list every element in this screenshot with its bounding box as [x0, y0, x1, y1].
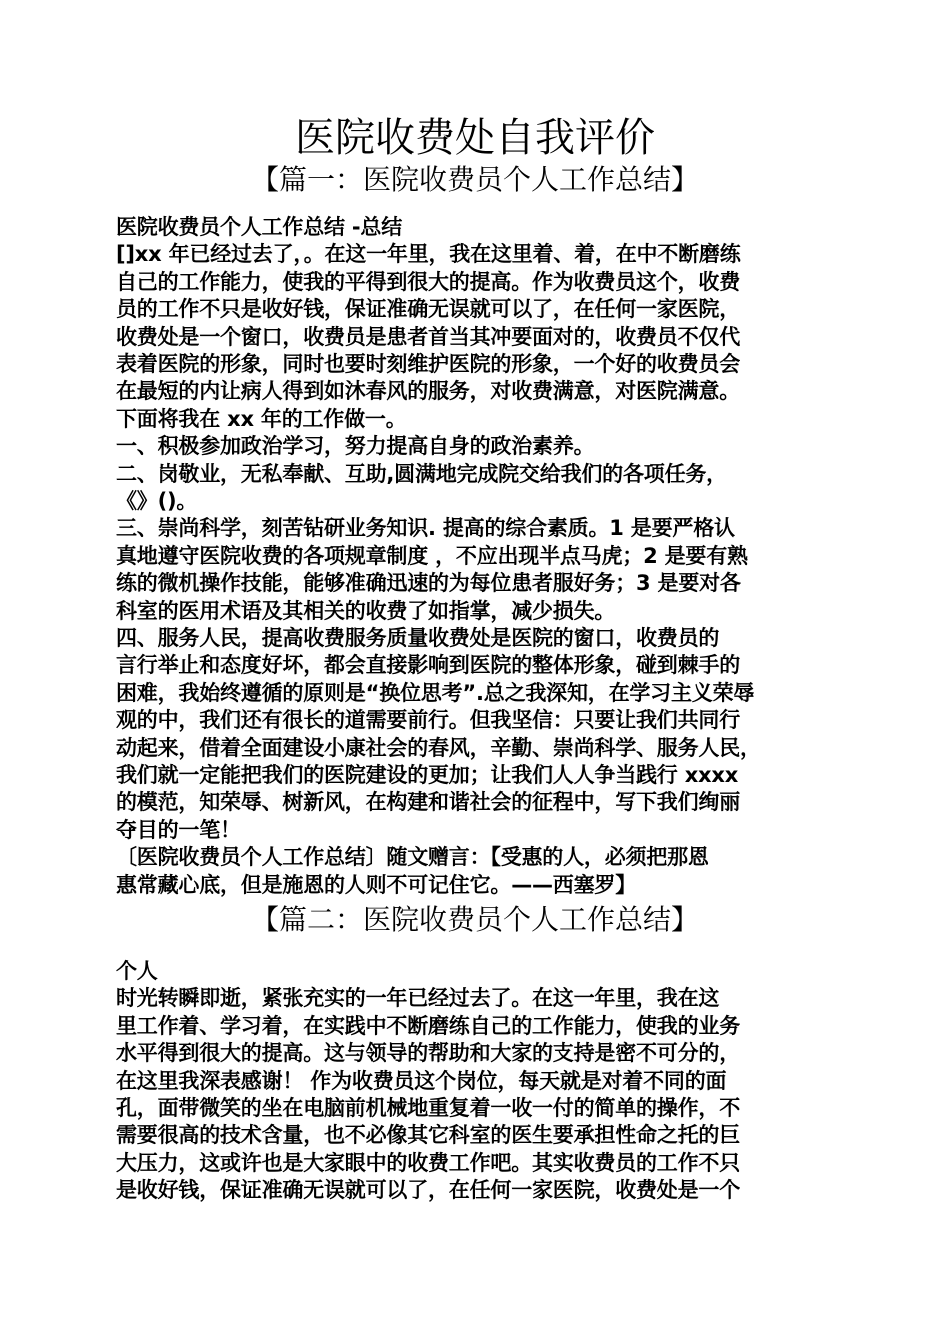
text-line: 是收好钱，保证准确无误就可以了，在任何一家医院，收费处是一个	[116, 1178, 740, 1203]
text-line: 一、积极参加政治学习，努力提高自身的政治素养。	[116, 434, 595, 459]
text-line: 大压力，这或许也是大家眼中的收费工作吧。其实收费员的工作不只	[116, 1150, 740, 1175]
text-line: 三、崇尚科学，刻苦钻研业务知识. 提高的综合素质。1 是要严格认	[116, 516, 735, 541]
text-line: 《》()。	[116, 489, 198, 513]
text-line: 动起来，借着全面建设小康社会的春风，辛勤、崇尚科学、服务人民，	[116, 735, 761, 760]
text-line: 自己的工作能力，使我的平得到很大的提高。作为收费员这个，收费	[116, 269, 740, 294]
text-line: 在这里我深表感谢！ 作为收费员这个岗位，每天就是对着不同的面	[116, 1068, 727, 1093]
section-heading-1: 【篇一：医院收费员个人工作总结】	[250, 163, 699, 196]
text-line: 惠常藏心底，但是施恩的人则不可记住它。——西塞罗】	[116, 872, 636, 897]
text-line: 表着医院的形象，同时也要时刻维护医院的形象，一个好的收费员会	[116, 352, 740, 376]
text-line: 时光转瞬即逝，紧张充实的一年已经过去了。在这一年里，我在这	[116, 986, 720, 1011]
text-line: 里工作着、学习着，在实践中不断磨练自己的工作能力，使我的业务	[116, 1013, 740, 1038]
text-line: 在最短的内让病人得到如沐春风的服务，对收费满意，对医院满意。	[116, 379, 740, 404]
text-line: 水平得到很大的提高。这与领导的帮助和大家的支持是密不可分的，	[116, 1041, 740, 1066]
text-line: 的模范，知荣辱、树新风，在构建和谐社会的征程中，写下我们绚丽	[116, 790, 740, 815]
text-line: 个人	[116, 959, 158, 983]
text-line: 收费处是一个窗口，收费员是患者首当其冲要面对的，收费员不仅代	[116, 324, 740, 349]
text-line: 需要很高的技术含量，也不必像其它科室的医生要承担性命之托的巨	[116, 1123, 740, 1148]
section-heading-2: 【篇二：医院收费员个人工作总结】	[250, 903, 699, 936]
text-line: 言行举止和态度好坏，都会直接影响到医院的整体形象，碰到棘手的	[116, 653, 740, 678]
text-line: 夺目的一笔！	[116, 817, 241, 842]
text-line: 练的微机操作技能，能够准确迅速的为每位患者服好务；3 是要对各	[116, 571, 741, 596]
text-line: 真地遵守医院收费的各项规章制度 ，不应出现半点马虎；2 是要有熟	[116, 543, 748, 568]
text-line: 员的工作不只是收好钱，保证准确无误就可以了，在任何一家医院，	[116, 297, 740, 322]
text-line: []xx 年已经过去了，。在这一年里，我在这里着、着，在中不断磨练	[116, 242, 741, 267]
text-line: 〔医院收费员个人工作总结〕随文赠言：【受惠的人，必须把那恩	[116, 845, 709, 870]
document-title: 医院收费处自我评价	[295, 115, 655, 161]
text-line: 我们就一定能把我们的医院建设的更加；让我们人人争当践行 xxxx	[116, 763, 739, 787]
text-line: 困难，我始终遵循的原则是“换位思考”.总之我深知，在学习主义荣辱	[116, 680, 755, 705]
text-line: 下面将我在 xx 年的工作做一。	[116, 406, 407, 431]
text-line: 二、岗敬业，无私奉献、互助,圆满地完成院交给我们的各项任务，	[116, 461, 727, 486]
text-line: 观的中，我们还有很长的道需要前行。但我坚信：只要让我们共同行	[116, 708, 740, 733]
text-line: 孔，面带微笑的坐在电脑前机械地重复着一收一付的简单的操作，不	[116, 1096, 740, 1120]
text-line: 四、服务人民，提高收费服务质量收费处是医院的窗口，收费员的	[116, 626, 720, 650]
text-line: 科室的医用术语及其相关的收费了如指掌，减少损失。	[116, 598, 616, 623]
text-line: 医院收费员个人工作总结 -总结	[116, 215, 403, 239]
